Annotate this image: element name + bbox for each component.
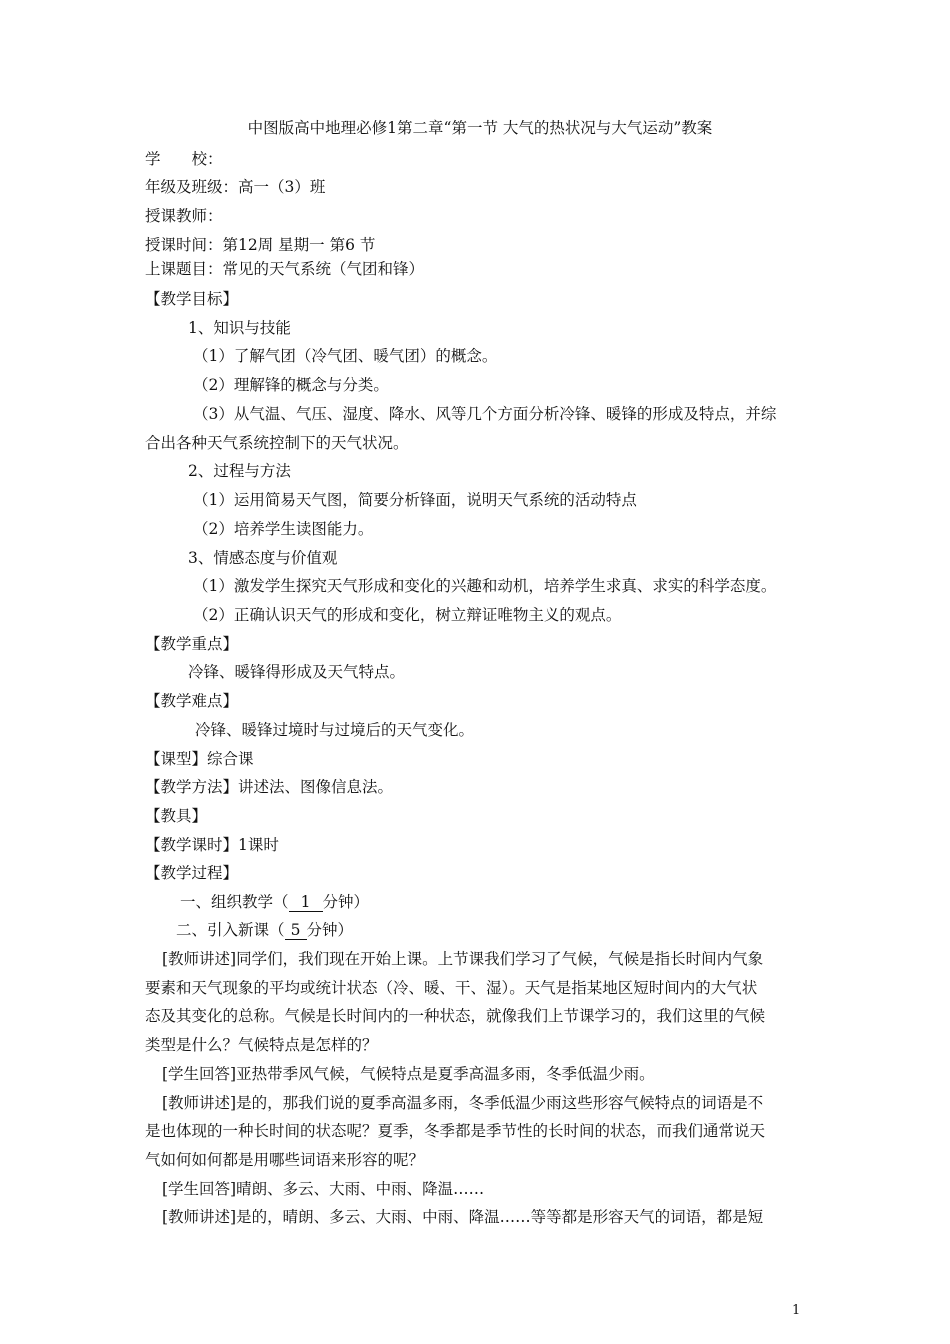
teaching-methods: 【教学方法】讲述法、图像信息法。 [145,778,394,796]
goal3-item1: （1）激发学生探究天气形成和变化的兴趣和动机，培养学生求真、求实的科学态度。 [193,577,777,595]
p5-line1: [教师讲述]是的，晴朗、多云、大雨、中雨、降温……等等都是形容天气的词语，都是短 [162,1208,764,1226]
goal2-item1: （1）运用简易天气图，简要分析锋面，说明天气系统的活动特点 [193,491,637,509]
document-title: 中图版高中地理必修1第二章“第一节 大气的热状况与大气运动”教案 [247,119,713,137]
difficulty-heading: 【教学难点】 [145,692,239,710]
step1-suffix: 分钟） [322,893,370,911]
school-field: 学 校： [145,150,223,168]
goal1-item3-line2: 合出各种天气系统控制下的天气状况。 [145,434,409,452]
process-heading: 【教学过程】 [145,864,239,882]
goal2-heading: 2、过程与方法 [188,462,291,480]
step1-prefix: 一、组织教学（ [180,893,289,911]
p1-line1: [教师讲述]同学们，我们现在开始上课。上节课我们学习了气候，气候是指长时间内气象 [162,950,764,968]
step2-minutes: 5 [285,922,307,940]
p1-line2: 要素和天气现象的平均或统计状态（冷、暖、干、湿）。天气是指某地区短时间内的大气状 [145,979,758,997]
grade-class-field: 年级及班级：高一（3）班 [145,178,326,196]
teaching-tools: 【教具】 [145,807,208,825]
goals-heading: 【教学目标】 [145,290,239,308]
topic-field: 上课题目：常见的天气系统（气团和锋） [145,260,425,278]
goal3-heading: 3、情感态度与价值观 [188,549,338,567]
goal2-item2: （2）培养学生读图能力。 [193,520,374,538]
goal3-item2: （2）正确认识天气的形成和变化，树立辩证唯物主义的观点。 [193,606,622,624]
goal1-item1: （1）了解气团（冷气团、暖气团）的概念。 [193,347,498,365]
step2-suffix: 分钟） [306,921,354,939]
p3-line3: 气如何如何都是用哪些词语来形容的呢？ [145,1151,425,1169]
p1-line4: 类型是什么？气候特点是怎样的？ [145,1036,378,1054]
step1-line [180,892,850,912]
page-number: 1 [792,1303,801,1318]
goal1-item2: （2）理解锋的概念与分类。 [193,376,389,394]
p3-line1: [教师讲述]是的，那我们说的夏季高温多雨，冬季低温少雨这些形容气候特点的词语是不 [162,1094,764,1112]
p4-student-answer: [学生回答]晴朗、多云、大雨、中雨、降温…… [162,1180,485,1198]
p3-line2: 是也体现的一种长时间的状态呢？夏季，冬季都是季节性的长时间的状态，而我们通常说天 [145,1122,766,1140]
p1-line3: 态及其变化的总称。气候是长时间内的一种状态，就像我们上节课学习的，我们这里的气候 [145,1007,766,1025]
difficulty-text: 冷锋、暖锋过境时与过境后的天气变化。 [195,721,475,739]
p2-student-answer: [学生回答]亚热带季风气候，气候特点是夏季高温多雨，冬季低温少雨。 [162,1065,655,1083]
step1-minutes: 1 [289,894,323,912]
time-field: 授课时间：第12周 星期一 第6 节 [145,236,376,254]
goal1-heading: 1、知识与技能 [188,319,291,337]
teaching-hours: 【教学课时】1课时 [145,836,279,854]
key-text: 冷锋、暖锋得形成及天气特点。 [188,663,406,681]
key-heading: 【教学重点】 [145,635,239,653]
goal1-item3-line1: （3）从气温、气压、湿度、降水、风等几个方面分析冷锋、暖锋的形成及特点，并综 [193,405,777,423]
step2-prefix: 二、引入新课（ [176,921,285,939]
teacher-field: 授课教师： [145,207,223,225]
step2-line [176,920,846,940]
lesson-type: 【课型】综合课 [145,750,254,768]
